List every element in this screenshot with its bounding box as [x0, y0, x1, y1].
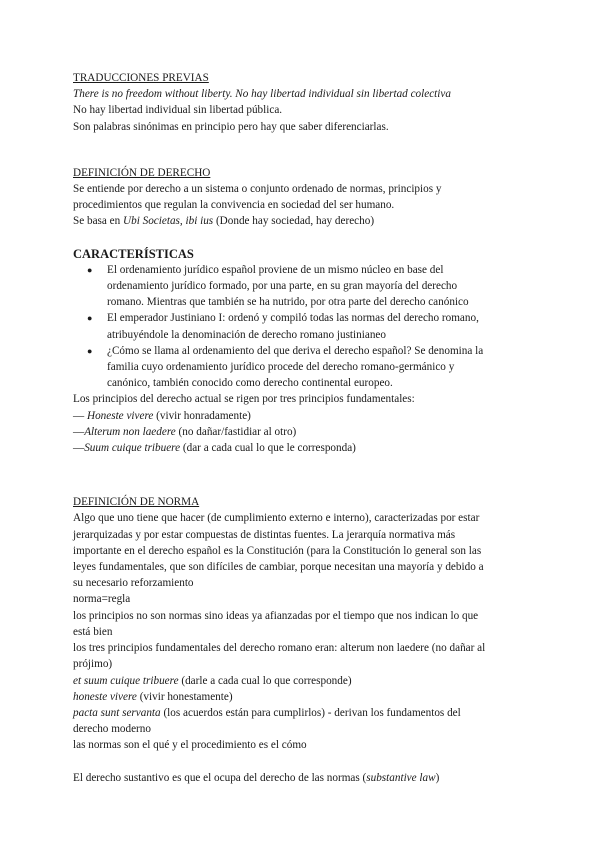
- principio-dash: —: [73, 442, 85, 455]
- heading-caracteristicas: CARACTERÍSTICAS: [73, 246, 194, 261]
- text-line: importante en el derecho español es la Constitución (para la Constitución lo general son las: [73, 544, 482, 557]
- text-line: los tres principios fundamentales del derecho romano eran: alterum non laedere (no dañar al: [73, 642, 486, 655]
- principio-dash: —: [73, 425, 85, 438]
- principio-meaning: (dar a cada cual lo que le corresponda): [180, 442, 356, 455]
- bullet-line: ● El emperador Justiniano I: ordenó y compiló todas las normas del derecho romano,: [107, 312, 479, 325]
- text-line: los principios no son normas sino ideas ya afianzadas por el tiempo que nos indican lo que: [73, 609, 479, 622]
- document-page: [73, 70, 523, 786]
- bullet-line: romano. Mientras que también se ha nutrido, por otra parte del derecho canónico: [107, 296, 469, 309]
- text-line: las normas son el qué y el procedimiento es el cómo: [73, 739, 307, 752]
- english-quote: There is no freedom without liberty. No hay libertad individual sin libertad colectiva: [73, 88, 451, 101]
- latin-phrase: pacta sunt servanta: [73, 706, 161, 719]
- text-line: derecho moderno: [73, 723, 151, 736]
- principios-intro: Los principios del derecho actual se rigen por tres principios fundamentales:: [73, 393, 415, 406]
- principio-item: [73, 408, 523, 424]
- text-line: norma=regla: [73, 593, 131, 606]
- text-line: está bien: [73, 625, 113, 638]
- principio-item: [73, 440, 523, 456]
- heading-norma: DEFINICIÓN DE NORMA: [73, 496, 200, 509]
- english-term: substantive law: [366, 771, 436, 784]
- text-line: prójimo): [73, 658, 113, 671]
- list-item: [73, 343, 523, 392]
- bullet-line: atribuyéndole la denominación de derecho romano justinianeo: [107, 328, 386, 341]
- basa-latin: Ubi Societas, ibi ius: [123, 215, 214, 228]
- text-line: No hay libertad individual sin libertad pública.: [73, 104, 283, 117]
- caracteristicas-list: [73, 262, 523, 392]
- principio-latin: Suum cuique tribuere: [84, 442, 181, 455]
- honeste-line: [73, 689, 523, 705]
- text-line: su necesario reforzamiento: [73, 577, 194, 590]
- bullet-line: ● El ordenamiento jurídico español proviene de un mismo núcleo en base del: [107, 263, 444, 276]
- basa-suffix: (Donde hay sociedad, hay derecho): [213, 215, 375, 228]
- heading-traducciones: TRADUCCIONES PREVIAS: [73, 72, 209, 84]
- principio-latin: Alterum non laedere: [84, 425, 176, 438]
- sustantivo-line: [73, 770, 523, 786]
- list-item: [73, 262, 523, 311]
- text-line: Algo que uno tiene que hacer (de cumplimiento externo e interno), caracterizadas por estar: [73, 512, 480, 525]
- principio-dash: —: [73, 409, 87, 422]
- text-line: Son palabras sinónimas en principio pero hay que saber diferenciarlas.: [73, 120, 389, 133]
- pacta-line: [73, 705, 523, 721]
- sustantivo-suffix: ): [435, 771, 440, 784]
- sustantivo-prefix: El derecho sustantivo es que el ocupa del derecho de las normas (: [73, 771, 367, 784]
- text-line: jerarquizadas y por estar compuestas de distintas fuentes. La jerarquía normativa más: [73, 528, 456, 541]
- principio-meaning: (no dañar/fastidiar al otro): [175, 425, 297, 438]
- principio-meaning: (vivir honradamente): [153, 409, 251, 422]
- text-line: leyes fundamentales, que son difíciles de cambiar, porque necesitan una mayoría y debido a: [73, 561, 484, 574]
- bullet-line: ordenamiento jurídico formado, por una parte, en su gran mayoría del derecho: [107, 280, 458, 293]
- latin-phrase: et suum cuique tribuere: [73, 674, 179, 687]
- principio-item: [73, 424, 523, 440]
- suum-line: [73, 673, 523, 689]
- list-item: [73, 310, 523, 342]
- text-line: procedimientos que regulan la convivencia en sociedad del ser humano.: [73, 199, 395, 212]
- latin-phrase: honeste vivere: [73, 690, 137, 703]
- phrase-meaning: (los acuerdos están para cumplirlos) - derivan los fundamentos del: [160, 706, 461, 719]
- bullet-line: canónico, también conocido como derecho continental europeo.: [107, 377, 393, 390]
- text-line: Se entiende por derecho a un sistema o conjunto ordenado de normas, principios y: [73, 183, 442, 196]
- principio-latin: Honeste vivere: [86, 409, 154, 422]
- basa-line: [73, 213, 523, 229]
- bullet-line: ● ¿Cómo se llama al ordenamiento del que deriva el derecho español? Se denomina la: [107, 344, 484, 357]
- phrase-meaning: (darle a cada cual lo que corresponde): [178, 674, 352, 687]
- heading-derecho: DEFINICIÓN DE DERECHO: [73, 166, 211, 179]
- bullet-line: familia cuyo ordenamiento jurídico procede del derecho romano-germánico y: [107, 361, 455, 374]
- basa-prefix: Se basa en: [73, 215, 124, 228]
- phrase-meaning: (vivir honestamente): [136, 690, 233, 703]
